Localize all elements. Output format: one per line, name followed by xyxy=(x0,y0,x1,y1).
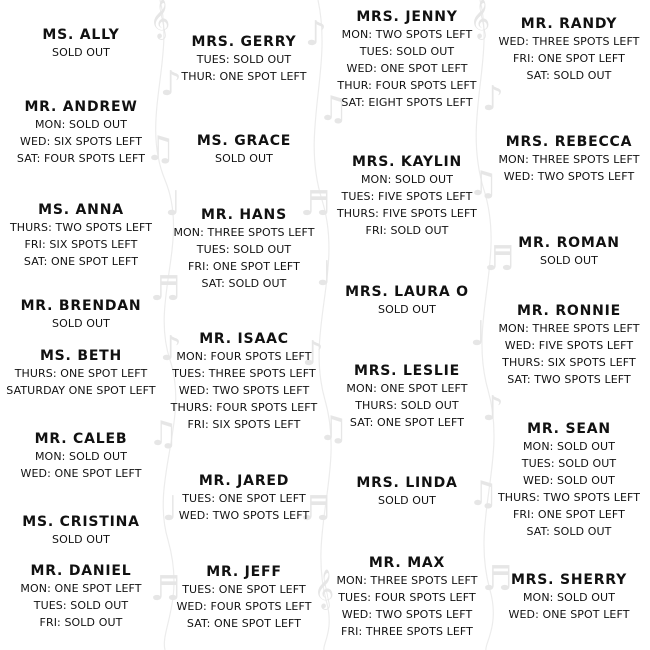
teacher-name: MS. ALLY xyxy=(42,27,120,43)
teacher-column-1 xyxy=(0,0,162,650)
availability-line: SOLD OUT xyxy=(378,494,436,507)
availability-line: TUES: SOLD OUT xyxy=(359,45,455,58)
teacher-jared xyxy=(164,473,324,524)
availability-line: MON: ONE SPOT LEFT xyxy=(20,582,142,595)
availability-line: MON: TWO SPOTS LEFT xyxy=(341,28,473,41)
svg-text:♪: ♪ xyxy=(305,14,327,54)
availability-line: TUES: SOLD OUT xyxy=(521,457,617,470)
teacher-kaylin xyxy=(326,154,488,239)
availability-line: FRI: ONE SPOT LEFT xyxy=(513,508,625,521)
availability-line: MON: SOLD OUT xyxy=(522,440,616,453)
availability-line: SOLD OUT xyxy=(540,254,598,267)
svg-text:♪: ♪ xyxy=(160,64,182,104)
svg-text:♩: ♩ xyxy=(316,254,333,294)
teacher-beth xyxy=(0,348,162,399)
availability-line: FRI: ONE SPOT LEFT xyxy=(188,260,300,273)
teacher-name: MR. JEFF xyxy=(206,564,282,580)
teacher-grace xyxy=(164,133,324,167)
svg-text:♬: ♬ xyxy=(150,269,181,309)
teacher-name: MR. HANS xyxy=(201,207,287,223)
availability-line: WED: TWO SPOTS LEFT xyxy=(178,509,310,522)
teacher-name: MR. RANDY xyxy=(520,16,618,32)
availability-line: THURS: TWO SPOTS LEFT xyxy=(497,491,641,504)
teacher-name: MR. MAX xyxy=(368,555,446,571)
availability-line: FRI: THREE SPOTS LEFT xyxy=(341,625,473,638)
svg-text:♬: ♬ xyxy=(484,239,515,279)
teacher-ronnie xyxy=(490,303,648,388)
availability-line: SAT: SOLD OUT xyxy=(201,277,287,290)
svg-text:𝄞: 𝄞 xyxy=(470,0,491,39)
teacher-name: MR. ANDREW xyxy=(24,99,138,115)
teacher-daniel xyxy=(0,563,162,631)
availability-line: SOLD OUT xyxy=(52,533,110,546)
availability-line: MON: THREE SPOTS LEFT xyxy=(336,574,478,587)
teacher-name: MRS. SHERRY xyxy=(510,572,628,588)
teacher-jenny xyxy=(326,9,488,111)
teacher-name: MRS. KAYLIN xyxy=(351,154,463,170)
availability-line: TUES: FIVE SPOTS LEFT xyxy=(341,190,473,203)
teacher-sean xyxy=(490,421,648,540)
teacher-name: MR. DANIEL xyxy=(30,563,132,579)
teacher-ally xyxy=(0,27,162,61)
availability-line: SOLD OUT xyxy=(378,303,436,316)
teacher-name: MR. ROMAN xyxy=(518,235,620,251)
availability-line: TUES: ONE SPOT LEFT xyxy=(182,583,306,596)
teacher-randy xyxy=(490,16,648,84)
availability-line: TUES: SOLD OUT xyxy=(196,243,292,256)
availability-line: TUES: FOUR SPOTS LEFT xyxy=(338,591,476,604)
teacher-name: MS. ANNA xyxy=(38,202,124,218)
teacher-name: MRS. JENNY xyxy=(356,9,458,25)
availability-line: SAT: EIGHT SPOTS LEFT xyxy=(341,96,473,109)
teacher-laura-o xyxy=(326,284,488,318)
svg-text:♫: ♫ xyxy=(148,414,179,454)
availability-line: FRI: ONE SPOT LEFT xyxy=(513,52,625,65)
svg-text:♬: ♬ xyxy=(150,569,181,609)
availability-line: THUR: ONE SPOT LEFT xyxy=(181,70,307,83)
teacher-column-4 xyxy=(490,0,648,650)
availability-line: MON: FOUR SPOTS LEFT xyxy=(176,350,312,363)
teacher-name: MRS. LAURA O xyxy=(345,284,469,300)
teacher-cristina xyxy=(0,514,162,548)
teacher-leslie xyxy=(326,363,488,431)
availability-line: MON: ONE SPOT LEFT xyxy=(346,382,468,395)
svg-text:𝄞: 𝄞 xyxy=(150,0,171,39)
svg-text:♫: ♫ xyxy=(468,474,499,514)
availability-line: TUES: SOLD OUT xyxy=(196,53,292,66)
availability-line: WED: TWO SPOTS LEFT xyxy=(503,170,635,183)
teacher-column-2 xyxy=(164,0,324,650)
availability-line: FRI: SIX SPOTS LEFT xyxy=(24,238,138,251)
availability-line: MON: SOLD OUT xyxy=(34,450,128,463)
teacher-name: MR. BRENDAN xyxy=(20,298,142,314)
teacher-andrew xyxy=(0,99,162,167)
availability-line: THURS: FOUR SPOTS LEFT xyxy=(170,401,318,414)
availability-line: THURS: ONE SPOT LEFT xyxy=(14,367,148,380)
teacher-name: MRS. LESLIE xyxy=(353,363,461,379)
teacher-max xyxy=(326,555,488,640)
availability-line: SAT: SOLD OUT xyxy=(526,69,612,82)
svg-text:♬: ♬ xyxy=(482,559,513,599)
availability-line: THURS: TWO SPOTS LEFT xyxy=(9,221,153,234)
teacher-column-3 xyxy=(326,0,491,650)
availability-line: TUES: SOLD OUT xyxy=(33,599,129,612)
svg-text:♫: ♫ xyxy=(318,409,349,449)
teacher-rebecca xyxy=(490,134,648,185)
teacher-hans xyxy=(164,207,324,292)
availability-line: WED: TWO SPOTS LEFT xyxy=(178,384,310,397)
availability-line: TUES: ONE SPOT LEFT xyxy=(182,492,306,505)
availability-line: WED: SOLD OUT xyxy=(523,474,615,487)
svg-text:♫: ♫ xyxy=(145,129,176,169)
teacher-isaac xyxy=(164,331,324,433)
teacher-name: MR. JARED xyxy=(198,473,290,489)
availability-line: WED: FIVE SPOTS LEFT xyxy=(504,339,634,352)
svg-text:♪: ♪ xyxy=(302,334,324,374)
teacher-jeff xyxy=(164,564,324,632)
teacher-roman xyxy=(490,235,648,269)
availability-line: SOLD OUT xyxy=(52,46,110,59)
teacher-name: MRS. REBECCA xyxy=(505,134,633,150)
availability-line: SAT: SOLD OUT xyxy=(526,525,612,538)
availability-line: TUES: THREE SPOTS LEFT xyxy=(172,367,316,380)
availability-line: WED: TWO SPOTS LEFT xyxy=(341,608,473,621)
teacher-name: MRS. LINDA xyxy=(356,475,458,491)
svg-text:♩: ♩ xyxy=(162,489,179,529)
availability-line: SAT: ONE SPOT LEFT xyxy=(186,617,302,630)
teacher-gerry xyxy=(164,34,324,85)
availability-line: SAT: TWO SPOTS LEFT xyxy=(507,373,631,386)
teacher-name: MR. SEAN xyxy=(527,421,611,437)
availability-line: MON: SOLD OUT xyxy=(522,591,616,604)
availability-line: WED: ONE SPOT LEFT xyxy=(20,467,142,480)
teacher-caleb xyxy=(0,431,162,482)
availability-line: SAT: ONE SPOT LEFT xyxy=(349,416,465,429)
availability-line: SOLD OUT xyxy=(215,152,273,165)
teacher-name: MR. RONNIE xyxy=(516,303,622,319)
availability-line: SOLD OUT xyxy=(52,317,110,330)
svg-text:♪: ♪ xyxy=(482,389,504,429)
svg-text:♫: ♫ xyxy=(318,89,349,129)
teacher-sherry xyxy=(490,572,648,623)
teacher-brendan xyxy=(0,298,162,332)
svg-text:♩: ♩ xyxy=(470,314,487,354)
svg-text:♩: ♩ xyxy=(165,184,182,224)
availability-line: THURS: SIX SPOTS LEFT xyxy=(502,356,636,369)
teacher-linda xyxy=(326,475,488,509)
availability-line: THURS: SOLD OUT xyxy=(355,399,459,412)
availability-line: WED: SIX SPOTS LEFT xyxy=(19,135,143,148)
availability-line: FRI: SOLD OUT xyxy=(39,616,123,629)
availability-line: THURS: FIVE SPOTS LEFT xyxy=(336,207,478,220)
availability-line: WED: ONE SPOT LEFT xyxy=(508,608,630,621)
availability-line: WED: FOUR SPOTS LEFT xyxy=(176,600,312,613)
teacher-name: MS. BETH xyxy=(39,348,123,364)
teacher-name: MS. CRISTINA xyxy=(22,514,140,530)
availability-line: SAT: FOUR SPOTS LEFT xyxy=(16,152,146,165)
teacher-anna xyxy=(0,202,162,270)
svg-text:𝄞: 𝄞 xyxy=(314,569,335,609)
availability-line: SATURDAY ONE SPOT LEFT xyxy=(6,384,156,397)
teacher-name: MR. ISAAC xyxy=(199,331,289,347)
availability-line: WED: ONE SPOT LEFT xyxy=(346,62,468,75)
availability-line: MON: THREE SPOTS LEFT xyxy=(498,153,640,166)
availability-line: SAT: ONE SPOT LEFT xyxy=(23,255,139,268)
availability-line: MON: THREE SPOTS LEFT xyxy=(498,322,640,335)
svg-text:♬: ♬ xyxy=(300,184,331,224)
teacher-name: MRS. GERRY xyxy=(191,34,297,50)
availability-line: MON: SOLD OUT xyxy=(360,173,454,186)
svg-text:♬: ♬ xyxy=(300,489,331,529)
availability-line: THUR: FOUR SPOTS LEFT xyxy=(337,79,477,92)
svg-text:♪: ♪ xyxy=(160,329,182,369)
teacher-name: MS. GRACE xyxy=(196,133,292,149)
availability-line: MON: THREE SPOTS LEFT xyxy=(173,226,315,239)
availability-line: MON: SOLD OUT xyxy=(34,118,128,131)
availability-line: FRI: SOLD OUT xyxy=(365,224,449,237)
svg-text:♫: ♫ xyxy=(468,164,499,204)
svg-text:♪: ♪ xyxy=(482,79,504,119)
teacher-name: MR. CALEB xyxy=(34,431,128,447)
availability-line: FRI: SIX SPOTS LEFT xyxy=(187,418,301,431)
availability-line: WED: THREE SPOTS LEFT xyxy=(498,35,640,48)
